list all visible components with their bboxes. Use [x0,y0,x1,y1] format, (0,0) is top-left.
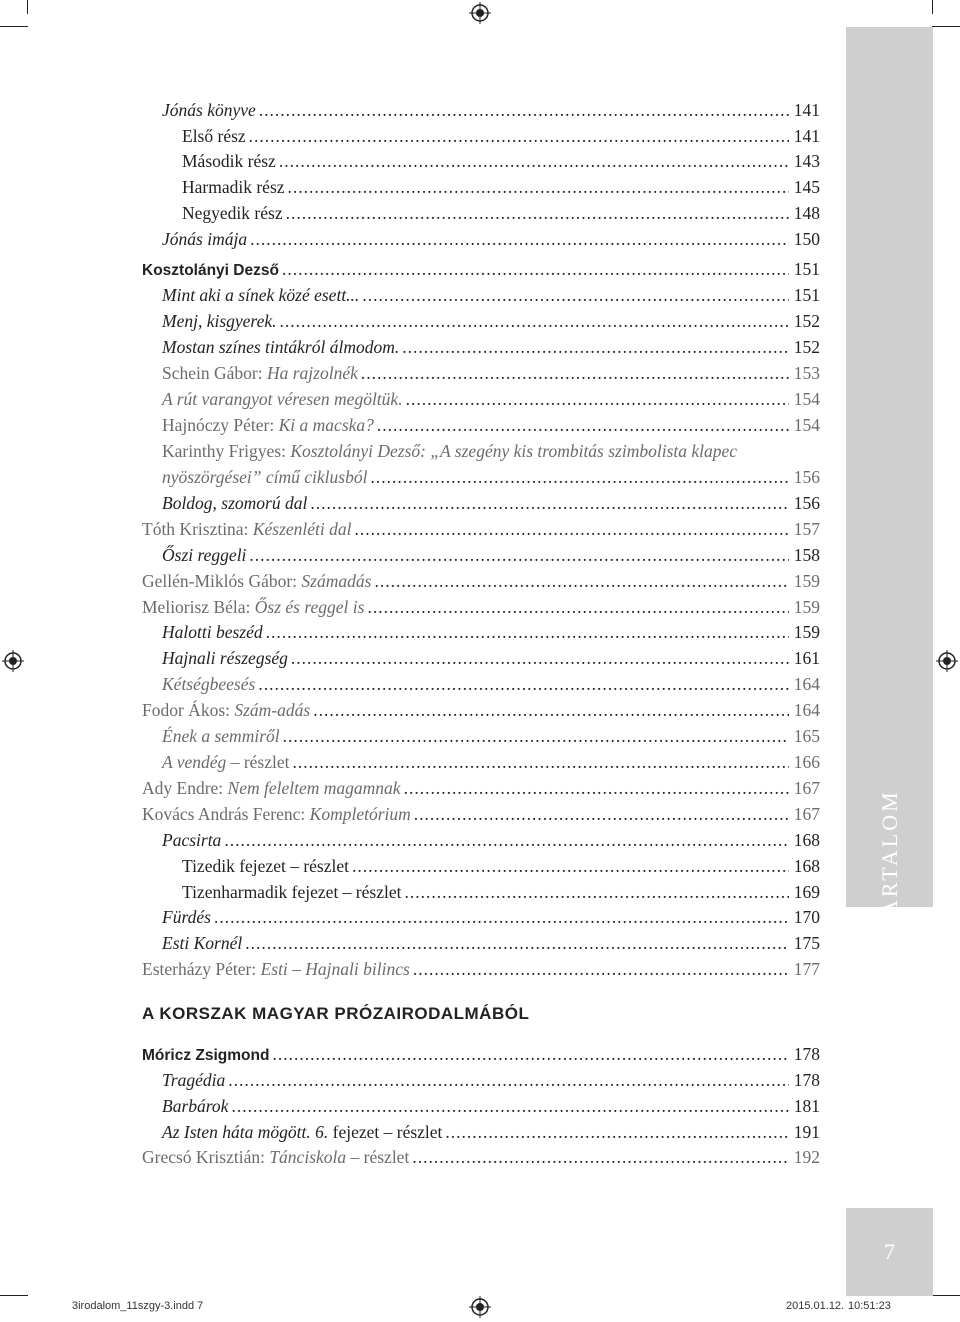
entry-author: Tóth Krisztina: [142,519,253,539]
leader-dots [272,1044,789,1065]
entry-page: 151 [793,259,820,279]
toc-entry [142,804,820,830]
entry-title: Mint aki a sínek közé esett... [162,285,360,305]
entry-page: 166 [793,752,820,772]
toc-entry [142,778,820,804]
entry-author: Esterházy Péter: [142,959,261,979]
entry-page: 141 [793,126,820,146]
chapter-sidebar [846,27,933,931]
entry-title [142,519,351,540]
entry-page: 151 [793,285,820,305]
entry-work: A vendég [162,752,227,772]
entry-page: 168 [793,830,820,850]
entry-page: 181 [793,1096,820,1116]
leader-dots [377,415,789,436]
leader-dots [291,648,789,669]
toc-entry [142,259,820,285]
entry-page: 156 [793,493,820,513]
toc-entry [162,467,820,493]
entry-title [162,752,289,773]
entry-work: Ki a macska? [278,415,374,435]
crop-mark [0,1295,28,1296]
leader-dots [402,337,789,358]
entry-title: Halotti beszéd [162,622,263,642]
entry-page: 150 [793,229,820,249]
entry-work: Kompletórium [309,804,411,824]
leader-dots [224,830,789,851]
entry-author: Grecsó Krisztián: [142,1147,270,1167]
entry-title [142,778,401,799]
entry-title: Menj, kisgyerek. [162,311,277,331]
entry-suffix: fejezet – részlet [328,1122,443,1142]
entry-title: Jónás imája [162,229,248,249]
page-number: 7 [846,1208,933,1296]
entry-work: Szám-adás [234,700,311,720]
entry-work: Ha rajzolnék [266,363,358,383]
entry-title [162,1122,442,1143]
entry-title: Barbárok [162,1096,229,1116]
entry-author: Karinthy Frigyes: [162,441,291,461]
toc-entry [162,648,820,674]
entry-page: 159 [793,571,820,591]
entry-title: Tragédia [162,1070,226,1090]
leader-dots [288,177,789,198]
entry-page: 167 [793,778,820,798]
toc-entry [162,493,820,519]
leader-dots [354,519,789,540]
entry-page: 154 [793,415,820,435]
leader-dots [282,259,789,280]
entry-page: 152 [793,311,820,331]
leader-dots [266,622,789,643]
leader-dots [249,545,789,566]
entry-title: Kosztolányi Dezső [142,262,279,279]
leader-dots [445,1122,789,1143]
leader-dots [361,363,789,384]
crop-mark [932,26,960,27]
entry-page: 158 [793,545,820,565]
entry-work: Számadás [301,571,372,591]
leader-dots [228,1070,789,1091]
toc-entry [162,415,820,441]
toc-entry [162,830,820,856]
entry-page: 152 [793,337,820,357]
toc-entry [162,363,820,389]
entry-page: 161 [793,648,820,668]
entry-title: Esti Kornél [162,933,243,953]
entry-page: 178 [793,1044,820,1064]
toc-entry [162,285,820,311]
section-heading: A KORSZAK MAGYAR PRÓZAIRODALMÁBÓL [142,1004,530,1023]
entry-page: 191 [793,1122,820,1142]
entry-page: 159 [793,622,820,642]
toc-entry [162,622,820,648]
registration-mark-icon [469,1296,491,1318]
entry-page: 168 [793,856,820,876]
registration-mark-icon [936,650,958,672]
toc-entry [162,311,820,337]
entry-page: 169 [793,882,820,902]
footer-date: 2015.01.12. [786,1300,845,1312]
entry-page: 153 [793,363,820,383]
entry-page: 192 [793,1147,820,1167]
entry-title: Negyedik rész [182,203,283,223]
entry-author: Fodor Ákos: [142,700,235,720]
entry-title: Hajnali részegség [162,648,288,668]
entry-title [142,959,410,980]
toc-entry [162,907,820,933]
entry-page: 154 [793,389,820,409]
toc-entry [162,726,820,752]
entry-work: Az Isten háta mögött. 6. [162,1122,329,1142]
entry-title: Őszi reggeli [162,545,247,565]
entry-title [162,363,358,384]
entry-page: 164 [793,674,820,694]
toc-entry [182,203,820,229]
leader-dots [231,1096,789,1117]
entry-title [142,700,310,721]
entry-page: 167 [793,804,820,824]
sidebar-title: TARTALOM [876,789,902,931]
registration-mark-icon [469,2,491,24]
leader-dots [245,933,789,954]
entry-title: Kétségbeesés [162,674,256,694]
toc-entry [142,571,820,597]
leader-dots [374,571,789,592]
toc-entry [162,1122,820,1148]
leader-dots [258,674,789,695]
toc-entry [142,1044,820,1070]
toc-entry [182,882,820,908]
toc-entry [182,126,820,152]
entry-page: 164 [793,700,820,720]
entry-author: Schein Gábor: [162,363,267,383]
entry-author: Hajnóczy Péter: [162,415,279,435]
entry-title: Második rész [182,151,276,171]
entry-title: Fürdés [162,907,211,927]
toc-entry [162,674,820,700]
leader-dots [362,285,789,306]
entry-page: 148 [793,203,820,223]
entry-title: nyöszörgései” című ciklusból [162,467,368,487]
entry-title: Harmadik rész [182,177,285,197]
toc-entry [142,1147,820,1173]
entry-page: 165 [793,726,820,746]
entry-work: Kosztolányi Dezső: „A szegény kis trombitás szimbolista klapec [290,441,738,461]
entry-page: 175 [793,933,820,953]
entry-title: Tizedik fejezet – részlet [182,856,349,876]
entry-title: Pacsirta [162,830,222,850]
crop-mark [0,26,28,27]
toc-entry [162,441,820,467]
entry-author: Ady Endre: [142,778,228,798]
toc-entry [142,959,820,985]
entry-work: Tánciskola [269,1147,347,1167]
leader-dots [404,882,789,903]
leader-dots [259,100,789,121]
footer-time: 10:51:23 [848,1300,891,1312]
leader-dots [352,856,789,877]
toc-entry [162,337,820,363]
toc-entry [162,389,820,415]
entry-work: Készenléti dal [252,519,352,539]
toc-entry [182,177,820,203]
toc-entry [162,229,820,255]
footer-filename: 3irodalom_11szgy-3.indd 7 [72,1300,204,1312]
leader-dots [412,1147,789,1168]
toc-entry [182,856,820,882]
leader-dots [279,151,789,172]
leader-dots [250,229,789,250]
entry-title: Ének a semmiről [162,726,280,746]
entry-title [142,1147,409,1168]
crop-mark [932,1295,960,1296]
entry-author: Kovács András Ferenc: [142,804,310,824]
entry-suffix: – részlet [346,1147,410,1167]
entry-title: A rút varangyot véresen megöltük. [162,389,403,409]
leader-dots [280,311,789,332]
toc-entry [162,933,820,959]
entry-title: Első rész [182,126,246,146]
entry-page: 157 [793,519,820,539]
entry-work: Esti – Hajnali bilincs [260,959,410,979]
leader-dots [370,467,789,488]
leader-dots [313,700,789,721]
entry-title [142,804,411,825]
leader-dots [283,726,789,747]
entry-page: 156 [793,467,820,487]
entry-page: 143 [793,151,820,171]
entry-title: Móricz Zsigmond [142,1047,270,1064]
entry-title [162,441,737,462]
crop-mark [932,0,933,14]
toc-entry [162,1070,820,1096]
entry-work: Nem feleltem magamnak [227,778,401,798]
leader-dots [310,493,789,514]
entry-title: Jónás könyve [162,100,256,120]
toc-entry [142,597,820,623]
entry-title: Mostan színes tintákról álmodom. [162,337,400,357]
leader-dots [414,804,789,825]
leader-dots [214,907,789,928]
leader-dots [249,126,789,147]
entry-title [162,415,374,436]
entry-page: 178 [793,1070,820,1090]
entry-author: Gellén-Miklós Gábor: [142,571,302,591]
entry-title [142,597,364,618]
leader-dots [286,203,789,224]
toc-entry [142,700,820,726]
toc-entry [162,752,820,778]
toc-entry [142,519,820,545]
entry-page: 159 [793,597,820,617]
leader-dots [406,389,789,410]
leader-dots [413,959,789,980]
toc-entry [162,100,820,126]
leader-dots [367,597,789,618]
entry-title [142,571,371,592]
entry-page: 177 [793,959,820,979]
entry-page: 145 [793,177,820,197]
leader-dots [292,752,789,773]
toc-entry [162,1096,820,1122]
entry-title: Tizenharmadik fejezet – részlet [182,882,402,902]
entry-page: 141 [793,100,820,120]
leader-dots [404,778,789,799]
entry-title: Boldog, szomorú dal [162,493,308,513]
entry-suffix: – részlet [226,752,290,772]
registration-mark-icon [2,650,24,672]
crop-mark [27,0,28,14]
entry-author: Meliorisz Béla: [142,597,255,617]
entry-page: 170 [793,907,820,927]
toc-entry [162,545,820,571]
toc-entry [182,151,820,177]
entry-work: Ősz és reggel is [254,597,365,617]
